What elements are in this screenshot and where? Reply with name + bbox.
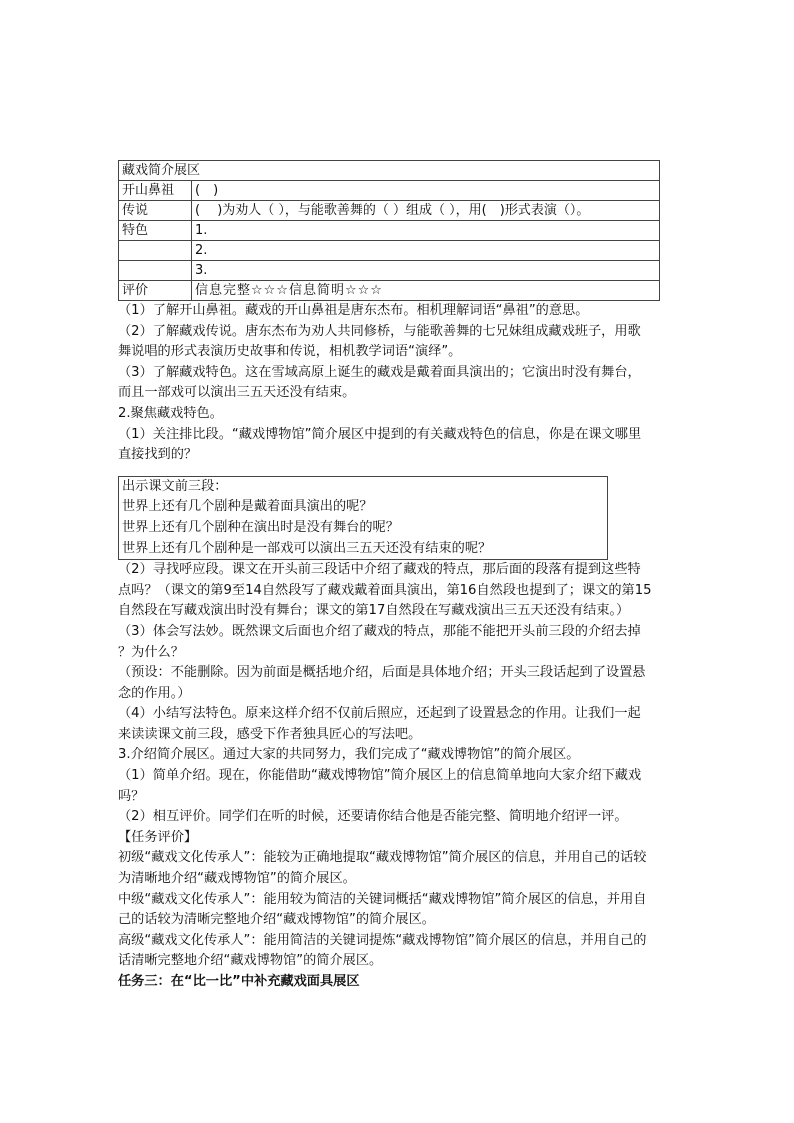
table-row bbox=[119, 241, 660, 261]
spacer bbox=[118, 466, 678, 476]
exhibit-info-table bbox=[118, 160, 660, 301]
table-row bbox=[119, 221, 660, 241]
row-label bbox=[119, 261, 192, 281]
body-line: 3.介绍简介展区。通过大家的共同努力，我们完成了“藏戏博物馆”的简介展区。 bbox=[118, 747, 580, 763]
body-line: 己的话较为清晰完整地介绍“藏戏博物馆”的简介展区。 bbox=[118, 912, 435, 928]
body-line: 舞说唱的形式表演历史故事和传说，相机教学词语“演绎”。 bbox=[118, 344, 462, 360]
quote-box bbox=[118, 476, 608, 560]
row-label: 开山鼻祖 bbox=[119, 181, 192, 201]
table-row bbox=[119, 201, 660, 221]
body-line: 高级“藏戏文化传承人”：能用简洁的关键词提炼“藏戏博物馆”简介展区的信息，并用自己的 bbox=[118, 932, 647, 948]
body-line: （3）体会写法妙。既然课文后面也介绍了藏戏的特点，那能不能把开头前三段的介绍去掉 bbox=[118, 623, 641, 639]
table-title: 藏戏简介展区 bbox=[119, 161, 660, 181]
body-line: （1）简单介绍。现在，你能借助“藏戏博物馆”简介展区上的信息简单地向大家介绍下藏戏 bbox=[118, 768, 642, 784]
body-line: 自然段在写藏戏演出时没有舞台；课文的第17自然段在写藏戏演出三五天还没有结束。） bbox=[118, 603, 630, 619]
body-line: （2）相互评价。同学们在听的时候，还要请你结合他是否能完整、简明地介绍评一评。 bbox=[118, 809, 628, 825]
body-line: 念的作用。） bbox=[118, 685, 191, 701]
section-label: 【任务评价】 bbox=[118, 829, 198, 845]
table-row bbox=[119, 261, 660, 281]
row-label: 特色 bbox=[119, 221, 192, 241]
row-label bbox=[119, 241, 192, 261]
row-content: 3. bbox=[192, 261, 660, 281]
body-line: 话清晰完整地介绍“藏戏博物馆”的简介展区。 bbox=[118, 953, 383, 969]
row-content: 1. bbox=[192, 221, 660, 241]
body-line: 来读读课文前三段，感受下作者独具匠心的写法吧。 bbox=[118, 726, 422, 742]
body-line: （1）了解开山鼻祖。藏戏的开山鼻祖是唐东杰布。相机理解词语“鼻祖”的意思。 bbox=[118, 303, 589, 318]
row-content: ( )为劝人（ ），与能歌善舞的（ ）组成（ ），用( )形式表演（）。 bbox=[192, 201, 660, 221]
body-line: 中级“藏戏文化传承人”：能用较为简洁的关键词概括“藏戏博物馆”简介展区的信息，并用自 bbox=[118, 891, 647, 907]
row-content: 2. bbox=[192, 241, 660, 261]
body-line: 初级“藏戏文化传承人”：能较为正确地提取“藏戏博物馆”简介展区的信息，并用自己的话较 bbox=[118, 850, 647, 866]
document-page bbox=[118, 160, 678, 993]
body-line: （预设：不能删除。因为前面是概括地介绍，后面是具体地介绍；开头三段话起到了设置悬 bbox=[118, 665, 646, 681]
quote-line: 世界上还有几个剧种在演出时是没有舞台的呢？ bbox=[122, 519, 399, 535]
body-line: 为清晰地介绍“藏戏博物馆”的简介展区。 bbox=[118, 871, 356, 887]
row-content: 信息完整☆☆☆信息简明☆☆☆ bbox=[192, 281, 660, 301]
quote-line: 世界上还有几个剧种是戴着面具演出的呢？ bbox=[122, 499, 373, 515]
quote-line: 出示课文前三段： bbox=[122, 478, 228, 494]
body-line: ？为什么？ bbox=[118, 644, 184, 660]
body-line: 2.聚焦藏戏特色。 bbox=[118, 405, 223, 421]
body-line: （2）寻找呼应段。课文在开头前三段话中介绍了藏戏的特点，那后面的段落有提到这些特 bbox=[118, 562, 641, 578]
body-line: （4）小结写法特色。原来这样介绍不仅前后照应，还起到了设置悬念的作用。让我们一起 bbox=[118, 706, 641, 722]
body-line: 吗？ bbox=[118, 788, 145, 804]
body-line: （3）了解藏戏特色。这在雪域高原上诞生的藏戏是戴着面具演出的；它演出时没有舞台， bbox=[118, 364, 641, 380]
body-line: 而且一部戏可以演出三五天还没有结束。 bbox=[118, 385, 356, 401]
table-row bbox=[119, 181, 660, 201]
row-label: 传说 bbox=[119, 201, 192, 221]
row-content: ( ) bbox=[192, 181, 660, 201]
table-row bbox=[119, 281, 660, 301]
body-line: （2）了解藏戏传说。唐东杰布为劝人共同修桥，与能歌善舞的七兄妹组成藏戏班子，用歌 bbox=[118, 323, 641, 339]
body-line: 直接找到的？ bbox=[118, 447, 198, 463]
body-line: （1）关注排比段。“藏戏博物馆”简介展区中提到的有关藏戏特色的信息，你是在课文哪里 bbox=[118, 426, 642, 442]
row-label: 评价 bbox=[119, 281, 192, 301]
quote-line: 世界上还有几个剧种是一部戏可以演出三五天还没有结束的呢？ bbox=[122, 540, 492, 556]
body-line: 点吗？（课文的第9至14自然段写了藏戏戴着面具演出，第16自然段也提到了；课文的第15 bbox=[118, 582, 652, 598]
table-title-row bbox=[119, 161, 660, 181]
section-heading: 任务三：在“比一比”中补充藏戏面具展区 bbox=[118, 974, 360, 989]
